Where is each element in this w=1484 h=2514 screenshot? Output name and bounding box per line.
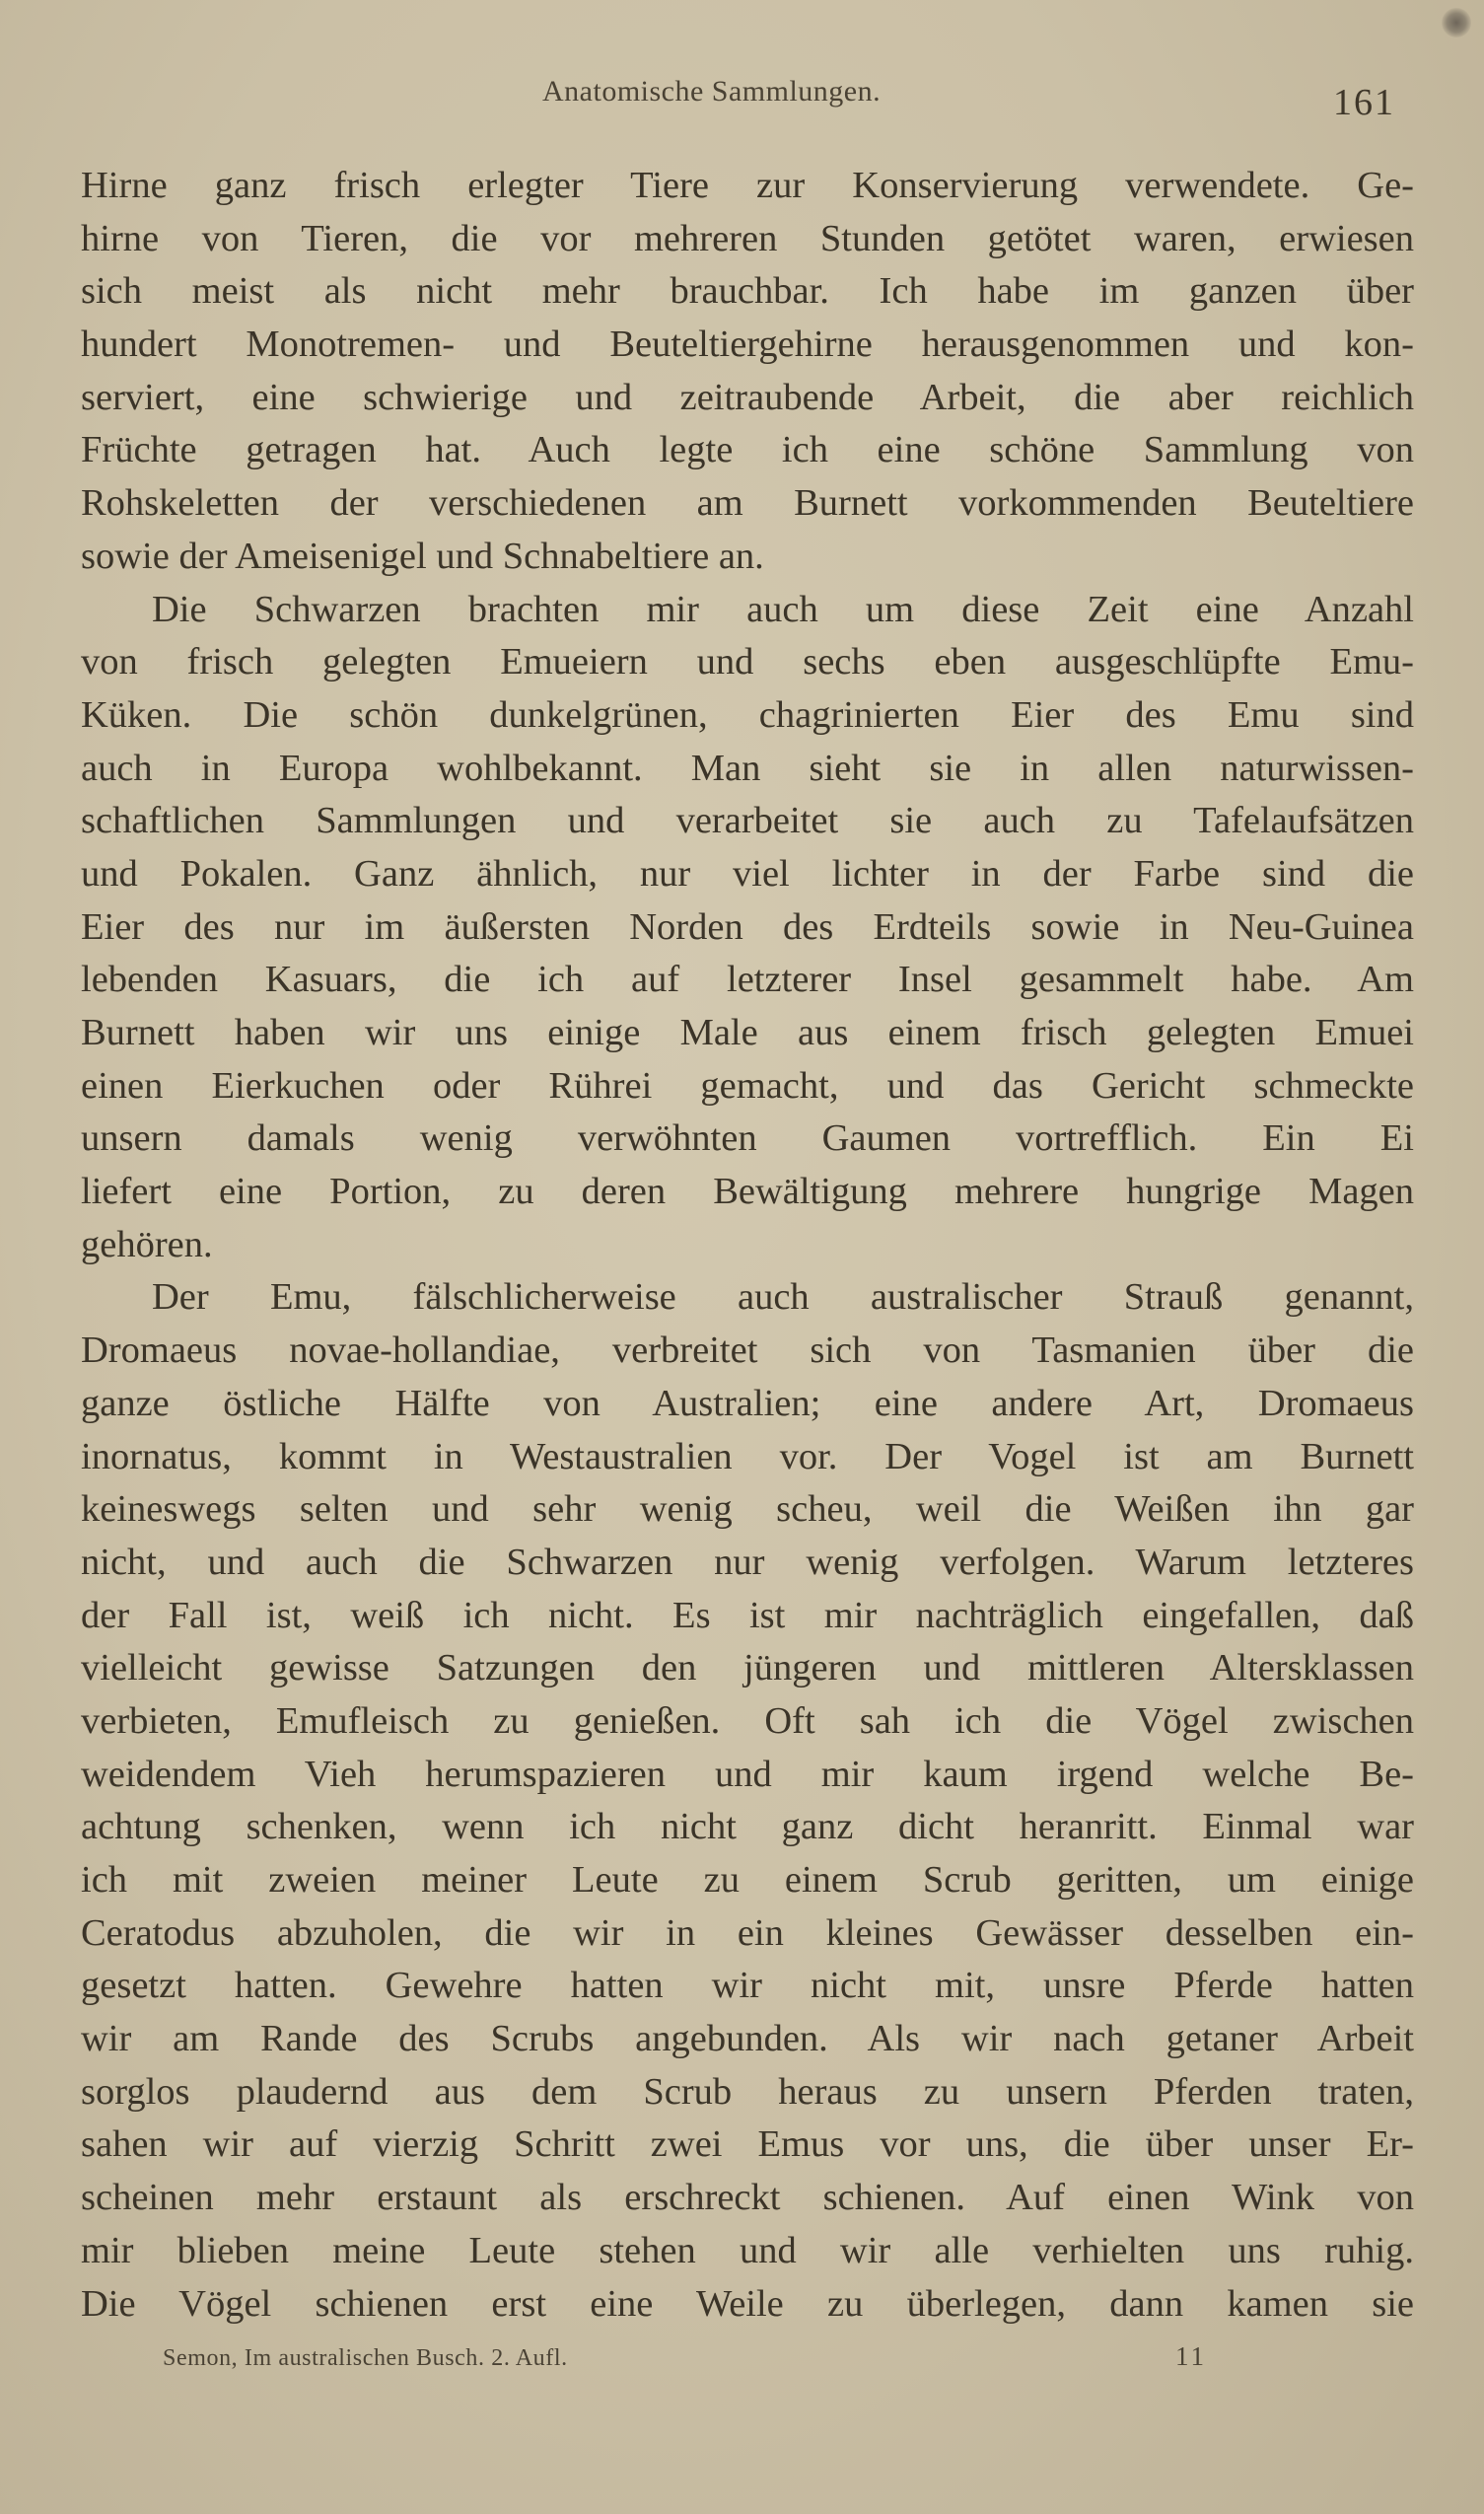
text-line: sorglos plaudernd aus dem Scrub heraus zu unsern Pferden traten, (81, 2070, 1414, 2113)
text-line: ich mit zweien meiner Leute zu einem Scrub geritten, um einige (81, 1859, 1414, 1901)
text-line: sich meist als nicht mehr brauchbar. Ich habe im ganzen über (81, 270, 1414, 313)
text-line: achtung schenken, wenn ich nicht ganz dicht heranritt. Einmal war (81, 1806, 1414, 1848)
text-line: gehören. (81, 1223, 213, 1265)
text-line: gesetzt hatten. Gewehre hatten wir nicht mit, unsre Pferde hatten (81, 1965, 1414, 2007)
text-line: Ceratodus abzuholen, die wir in ein kleines Gewässer desselben ein- (81, 1911, 1414, 1954)
text-line: Die Schwarzen brachten mir auch um diese Zeit eine Anzahl (152, 588, 1414, 630)
text-line: wir am Rande des Scrubs angebunden. Als wir nach getaner Arbeit (81, 2018, 1414, 2060)
text-line: scheinen mehr erstaunt als erschreckt schienen. Auf einen Wink von (81, 2177, 1414, 2219)
text-line: Hirne ganz frisch erlegter Tiere zur Konservierung verwendete. Ge- (81, 165, 1414, 206)
text-line: Küken. Die schön dunkelgrünen, chagrinierten Eier des Emu sind (81, 693, 1414, 736)
text-line: Der Emu, fälschlicherweise auch australischer Strauß genannt, (152, 1276, 1414, 1319)
text-line: auch in Europa wohlbekannt. Man sieht sie in allen naturwissen- (81, 747, 1414, 789)
page-number: 161 (1333, 82, 1395, 123)
text-line: hirne von Tieren, die vor mehreren Stunden getötet waren, erwiesen (81, 217, 1414, 259)
text-line: lebenden Kasuars, die ich auf letzterer Insel gesammelt habe. Am (81, 959, 1414, 1001)
text-line: Burnett haben wir uns einige Male aus einem frisch gelegten Emuei (81, 1012, 1414, 1053)
text-line: weidendem Vieh herumspazieren und mir kaum irgend welche Be- (81, 1753, 1414, 1795)
text-line: Rohskeletten der verschiedenen am Burnett vorkommenden Beuteltiere (81, 482, 1414, 525)
text-line: und Pokalen. Ganz ähnlich, nur viel lichter in der Farbe sind die (81, 852, 1414, 895)
text-line: keineswegs selten und sehr wenig scheu, weil die Weißen ihn gar (81, 1488, 1414, 1531)
text-line: serviert, eine schwierige und zeitraubende Arbeit, die aber reichlich (81, 376, 1414, 418)
body-text (81, 160, 1414, 2331)
text-line: Eier des nur im äußersten Norden des Erdteils sowie in Neu-Guinea (81, 905, 1414, 948)
footer-sheet-number: 11 (1175, 2341, 1207, 2371)
text-line: Die Vögel schienen erst eine Weile zu überlegen, dann kamen sie (81, 2282, 1414, 2325)
text-line: einen Eierkuchen oder Rührei gemacht, und das Gericht schmeckte (81, 1064, 1414, 1107)
footer-signature-line: Semon, Im australischen Busch. 2. Aufl. (163, 2345, 568, 2371)
text-line: unsern damals wenig verwöhnten Gaumen vortrefflich. Ein Ei (81, 1117, 1414, 1160)
text-line: liefert eine Portion, zu deren Bewältigung mehrere hungrige Magen (81, 1171, 1414, 1213)
text-line: sahen wir auf vierzig Schritt zwei Emus vor uns, die über unser Er- (81, 2123, 1414, 2166)
text-line: Dromaeus novae-hollandiae, verbreitet sich von Tasmanien über die (81, 1329, 1414, 1372)
text-line: inornatus, kommt in Westaustralien vor. Der Vogel ist am Burnett (81, 1435, 1414, 1477)
text-line: der Fall ist, weiß ich nicht. Es ist mir nachträglich eingefallen, daß (81, 1594, 1414, 1636)
text-line: nicht, und auch die Schwarzen nur wenig verfolgen. Warum letzteres (81, 1541, 1414, 1583)
text-line: vielleicht gewisse Satzungen den jüngeren und mittleren Altersklassen (81, 1647, 1414, 1689)
text-line: verbieten, Emufleisch zu genießen. Oft sah ich die Vögel zwischen (81, 1699, 1414, 1742)
running-head: Anatomische Sammlungen. (542, 75, 882, 108)
text-line: von frisch gelegten Emueiern und sechs eben ausgeschlüpfte Emu- (81, 641, 1414, 683)
ink-spot-decoration (1442, 8, 1471, 37)
text-line: Früchte getragen hat. Auch legte ich eine schöne Sammlung von (81, 429, 1414, 471)
text-line: sowie der Ameisenigel und Schnabeltiere an. (81, 535, 764, 577)
text-line: hundert Monotremen- und Beuteltiergehirne herausgenommen und kon- (81, 323, 1414, 366)
text-line: mir blieben meine Leute stehen und wir alle verhielten uns ruhig. (81, 2229, 1414, 2271)
text-line: schaftlichen Sammlungen und verarbeitet sie auch zu Tafelaufsätzen (81, 800, 1414, 842)
text-line: ganze östliche Hälfte von Australien; eine andere Art, Dromaeus (81, 1382, 1414, 1424)
